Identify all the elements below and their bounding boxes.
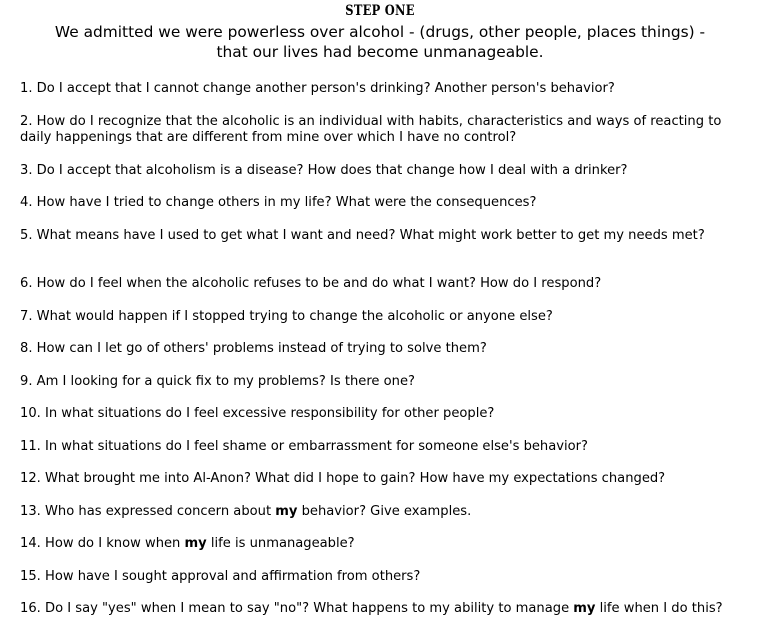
- question-text: 15. How have I sought approval and affirmation from others?: [20, 569, 421, 584]
- question-3: [20, 163, 750, 179]
- question-text: 16. Do I say "yes" when I mean to say "no"? What happens to my ability to manage: [20, 601, 574, 616]
- question-text: 3. Do I accept that alcoholism is a disease? How does that change how I deal with a drinker?: [20, 163, 628, 178]
- question-5: [20, 228, 750, 244]
- question-text: 8. How can I let go of others' problems instead of trying to solve them?: [20, 341, 487, 356]
- question-text: 4. How have I tried to change others in my life? What were the consequences?: [20, 195, 537, 210]
- question-2: [20, 114, 750, 146]
- question-text: behavior? Give examples.: [297, 504, 472, 519]
- question-text: 5. What means have I used to get what I want and need? What might work better to get my needs met?: [20, 228, 705, 243]
- page-title: STEP ONE: [345, 3, 415, 19]
- question-8: [20, 341, 750, 357]
- question-text: life when I do this?: [595, 601, 723, 616]
- question-text: 13. Who has expressed concern about: [20, 504, 276, 519]
- step-statement-line-2: that our lives had become unmanageable.: [216, 43, 544, 61]
- question-text: 6. How do I feel when the alcoholic refuses to be and do what I want? How do I respond?: [20, 276, 602, 291]
- question-text: 10. In what situations do I feel excessive responsibility for other people?: [20, 406, 495, 421]
- step-statement-line-1: We admitted we were powerless over alcohol - (drugs, other people, places things) -: [54, 23, 706, 41]
- question-9: [20, 374, 750, 390]
- emphasis-my: my: [275, 504, 298, 519]
- question-16: [20, 601, 750, 617]
- step-statement: [40, 22, 720, 62]
- question-4: [20, 195, 750, 211]
- question-text: life is unmanageable?: [206, 536, 355, 551]
- question-6: [20, 276, 750, 292]
- question-7: [20, 309, 750, 325]
- emphasis-my: my: [573, 601, 596, 616]
- question-1: [20, 81, 750, 97]
- question-13: [20, 504, 750, 520]
- question-text: 9. Am I looking for a quick fix to my problems? Is there one?: [20, 374, 415, 389]
- question-text: 2. How do I recognize that the alcoholic is an individual with habits, characteristics and ways of reacting to daily happenings that are different from mine over which I have no control?: [20, 114, 722, 145]
- question-text: 14. How do I know when: [20, 536, 185, 551]
- question-11: [20, 439, 750, 455]
- question-15: [20, 569, 750, 585]
- question-text: 12. What brought me into Al-Anon? What did I hope to gain? How have my expectations changed?: [20, 471, 666, 486]
- question-14: [20, 536, 750, 552]
- question-12: [20, 471, 750, 487]
- question-text: 7. What would happen if I stopped trying to change the alcoholic or anyone else?: [20, 309, 553, 324]
- question-10: [20, 406, 750, 422]
- question-text: 1. Do I accept that I cannot change another person's drinking? Another person's behavior?: [20, 81, 615, 96]
- question-text: 11. In what situations do I feel shame or embarrassment for someone else's behavior?: [20, 439, 588, 454]
- emphasis-my: my: [184, 536, 207, 551]
